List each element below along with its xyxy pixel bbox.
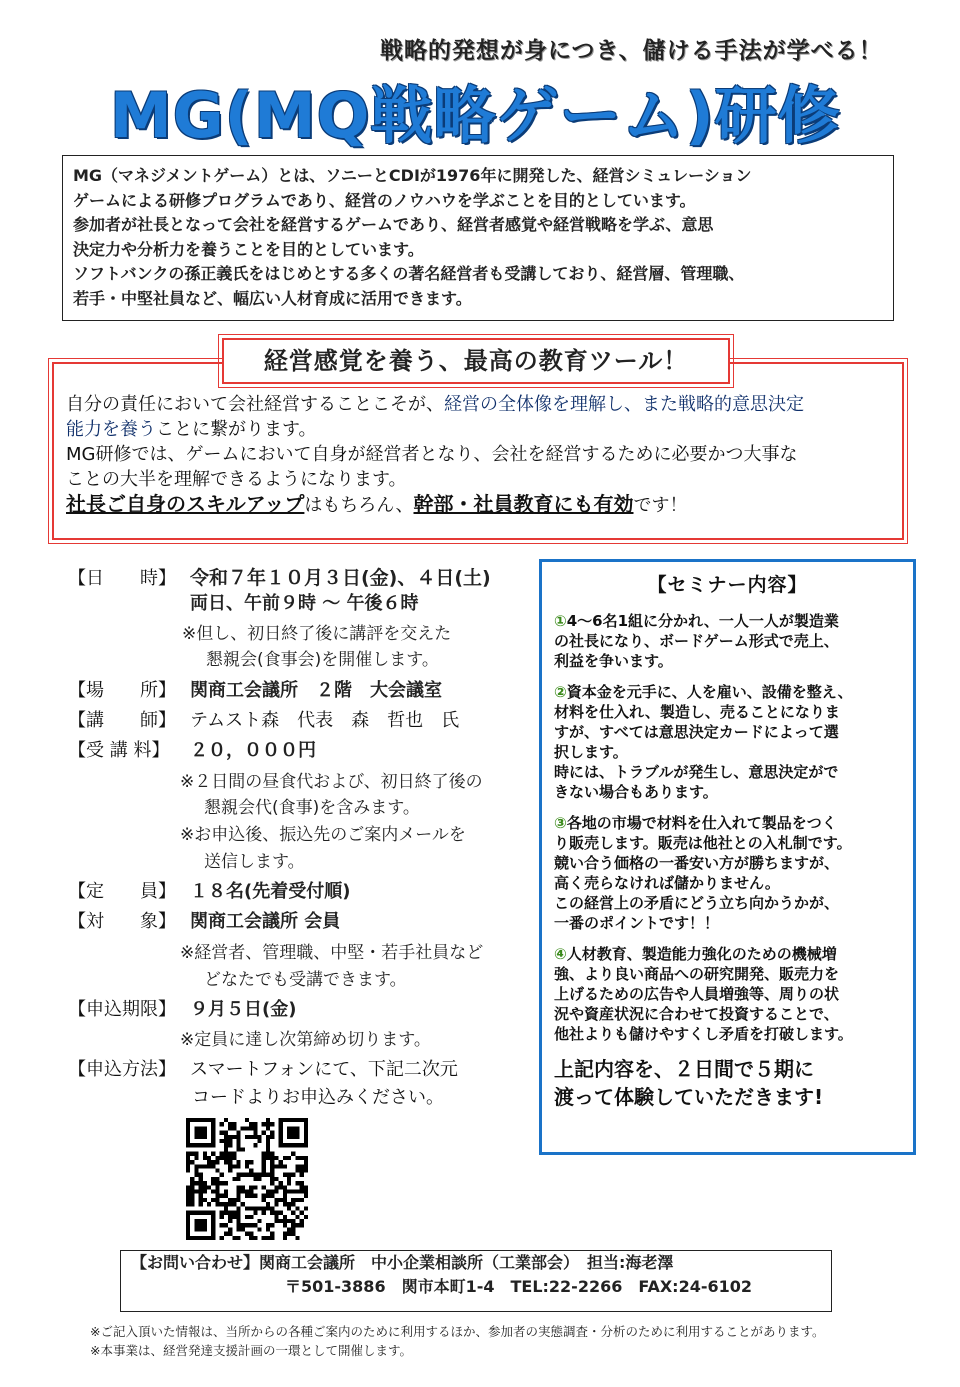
footnote: ※ご記入頂いた情報は、当所からの各種ご案内のために利用するほか、参加者の実態調査・分析のために利用することがあります。 <box>90 1324 825 1339</box>
date-note: ※但し、初日終了後に講評を交えた <box>182 624 452 644</box>
intro-line: 参加者が社長となって会社を経営するゲームであり、経営者感覚や経営戦略を学ぶ、意思 <box>73 215 714 234</box>
target-note: どなたでも受講できます。 <box>204 970 407 990</box>
seminar-line: の社長になり、ボードゲーム形式で売上、 <box>554 632 839 650</box>
place-label: 【場 所】 <box>68 680 176 701</box>
highlight-underline: 幹部・社員教育にも有効 <box>413 492 634 516</box>
seminar-line: すが、すべては意思決定カードによって選 <box>554 723 839 741</box>
highlight-box <box>52 362 904 540</box>
seminar-line: 材料を仕入れ、製造し、売ることになりま <box>554 703 840 721</box>
intro-box <box>62 155 894 321</box>
highlight-text: はもちろん、 <box>304 495 414 516</box>
highlight-text: ことの大半を理解できるようになります。 <box>66 469 407 490</box>
highlight-text: 自分の責任において会社経営することこそが、 <box>66 394 444 415</box>
date-value: 令和７年１０月３日(金)、４日(土) <box>190 567 491 589</box>
contact-line: 【お問い合わせ】関商工会議所 中小企業相談所（工業部会） 担当:海老澤 <box>131 1253 674 1272</box>
capacity-label: 【定 員】 <box>68 881 176 902</box>
seminar-line: 他社よりも儲けやすくし矛盾を打破します。 <box>554 1025 853 1043</box>
seminar-line: 人材教育、製造能力強化のための機械増 <box>566 945 837 963</box>
seminar-line: 一番のポイントです！！ <box>554 914 720 932</box>
target-label: 【対 象】 <box>68 911 176 932</box>
intro-line: 若手・中堅社員など、幅広い人材育成に活用できます。 <box>73 288 472 308</box>
closing-line: 渡って体験していただきます! <box>554 1085 824 1109</box>
highlight-text: です！ <box>633 495 688 516</box>
lecturer-label: 【講 師】 <box>68 710 176 731</box>
highlight-underline: 社長ご自身のスキルアップ <box>66 492 305 516</box>
fee-note: 懇親会代(食事)を含みます。 <box>204 798 420 818</box>
method-value: スマートフォンにて、下記二次元 <box>190 1059 458 1080</box>
intro-line: MG（マネジメントゲーム）とは、ソニーとCDIが1976年に開発した、経営シミュレーション <box>73 166 752 185</box>
capacity-value: １８名(先着受付順) <box>190 881 351 902</box>
lecturer-value: テムスト森 代表 森 哲也 氏 <box>190 710 460 731</box>
circled-number-3: ③ <box>554 814 567 832</box>
seminar-line: 各地の市場で材料を仕入れて製品をつく <box>566 814 837 832</box>
date-note: 懇親会(食事会)を開催します。 <box>206 650 439 670</box>
circled-number-4: ④ <box>554 945 567 963</box>
seminar-line: 強、より良い商品への研究開発、販売力を <box>554 965 840 983</box>
fee-note: 送信します。 <box>204 852 305 872</box>
highlight-text: ことに繋がります。 <box>156 419 317 440</box>
seminar-item <box>554 813 901 933</box>
circled-number-2: ② <box>554 683 567 701</box>
fee-value: ２０，０００円 <box>190 740 316 761</box>
seminar-content-box <box>539 559 916 1155</box>
intro-line: ソフトバンクの孫正義氏をはじめとする多くの著名経営者も受講しており、経営層、管理職、 <box>73 264 745 283</box>
seminar-item <box>554 682 901 802</box>
contact-address: 〒501-3886 関市本町1-4 TEL:22-2266 FAX:24-6102 <box>285 1277 753 1296</box>
seminar-line: 時には、トラブルが発生し、意思決定がで <box>554 763 839 781</box>
tagline: 戦略的発想が身につき、儲ける手法が学べる！ <box>380 38 883 64</box>
date-label: 【日 時】 <box>68 568 176 589</box>
intro-line: ゲームによる研修プログラムであり、経営のノウハウを学ぶことを目的としています。 <box>73 190 696 210</box>
seminar-line: この経営上の矛盾にどう立ち向かうかが、 <box>554 894 840 912</box>
intro-line: 決定力や分析力を養うことを目的としています。 <box>73 239 424 259</box>
deadline-note: ※定員に達し次第締め切ります。 <box>180 1030 431 1050</box>
closing-line: 上記内容を、２日間で５期に <box>554 1057 814 1081</box>
method-label: 【申込方法】 <box>68 1059 176 1080</box>
fee-label: 【受 講 料】 <box>68 740 170 761</box>
seminar-line: 競い合う価格の一番安い方が勝ちますが、 <box>554 854 840 872</box>
target-value: 関商工会議所 会員 <box>190 911 341 932</box>
target-note: ※経営者、管理職、中堅・若手社員など <box>180 943 484 963</box>
seminar-line: きない場合もあります。 <box>554 783 718 801</box>
seminar-line: 利益を争います。 <box>554 652 673 670</box>
seminar-item <box>554 611 901 671</box>
page-title: MG(MQ戦略ゲーム)研修 <box>110 79 841 152</box>
seminar-line: 資本金を元手に、人を雇い、設備を整え、 <box>566 683 853 701</box>
circled-number-1: ① <box>554 612 567 630</box>
fee-note: ※お申込後、振込先のご案内メールを <box>180 825 466 845</box>
seminar-line: 4～6名1組に分かれ、一人一人が製造業 <box>566 612 839 630</box>
seminar-line: 況や資産状況に合わせて投資することで、 <box>554 1005 839 1023</box>
seminar-line: り販売します。販売は他社との入札制です。 <box>554 834 852 852</box>
highlight-emphasis: 能力を養う <box>66 419 156 440</box>
seminar-closing <box>554 1055 901 1111</box>
time-value: 両日、午前９時 ～ 午後６時 <box>190 593 419 614</box>
seminar-title: 【セミナー内容】 <box>647 574 808 596</box>
fee-note: ※２日間の昼食代および、初日終了後の <box>180 772 483 792</box>
method-value: コードよりお申込みください。 <box>192 1087 444 1108</box>
contact-box <box>120 1250 832 1312</box>
highlight-emphasis: 経営の全体像を理解し、また戦略的意思決定 <box>444 394 804 415</box>
seminar-line: 択します。 <box>554 743 628 761</box>
deadline-value: ９月５日(金) <box>190 999 297 1020</box>
deadline-label: 【申込期限】 <box>68 999 176 1020</box>
footnote: ※本事業は、経営発達支援計画の一環として開催します。 <box>90 1343 412 1358</box>
highlight-text: MG研修では、ゲームにおいて自身が経営者となり、会社を経営するために必要かつ大事な <box>66 444 798 465</box>
seminar-item <box>554 944 901 1044</box>
place-value: 関商工会議所 ２階 大会議室 <box>190 680 442 701</box>
footnotes <box>90 1322 950 1360</box>
seminar-line: 上げるための広告や人員増強等、周りの状 <box>554 985 840 1003</box>
seminar-line: 高く売らなければ儲かりません。 <box>554 874 780 892</box>
highlight-heading: 経営感覚を養う、最高の教育ツール！ <box>222 338 730 384</box>
qr-code-icon[interactable] <box>186 1118 308 1240</box>
